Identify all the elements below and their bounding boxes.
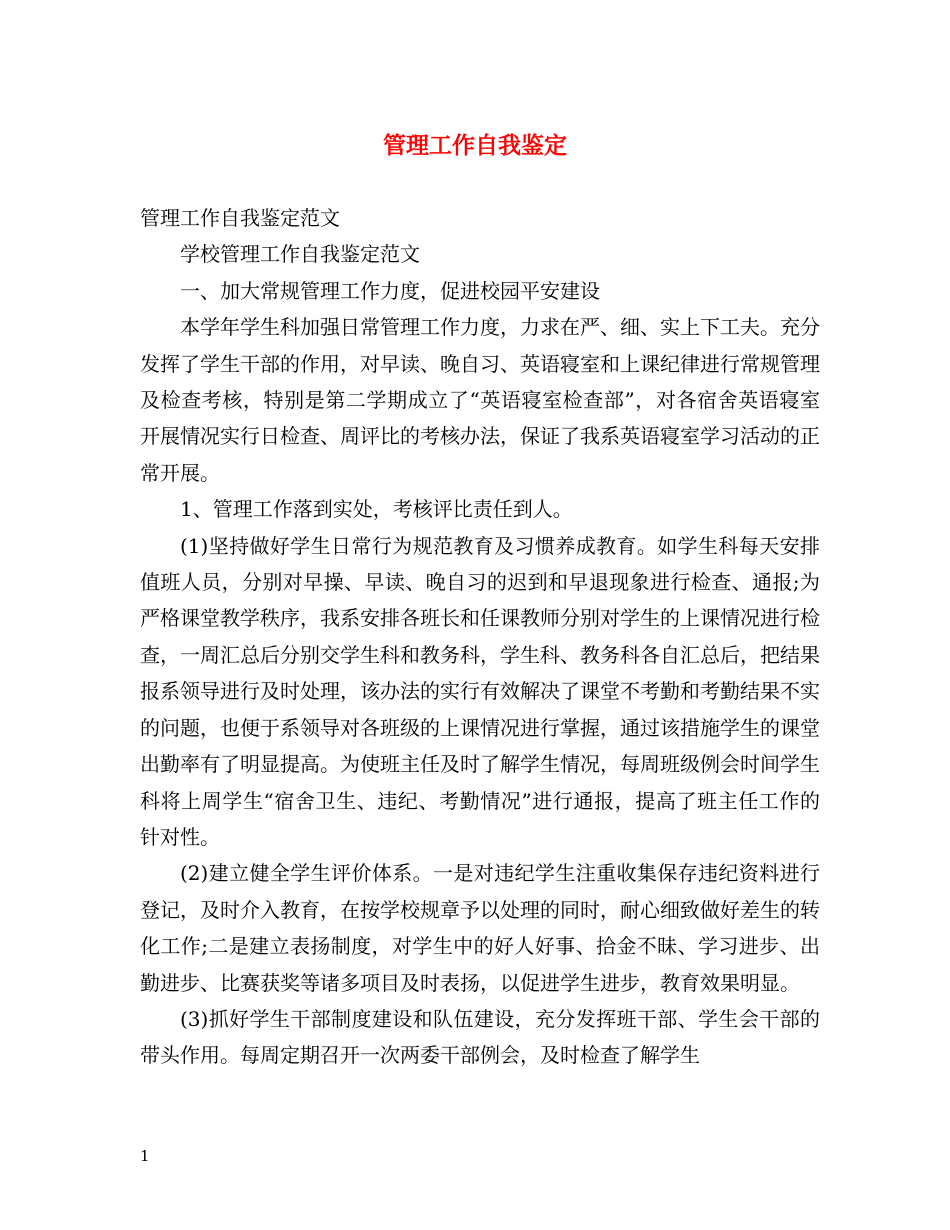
body-paragraph: (1)坚持做好学生日常行为规范教育及习惯养成教育。如学生科每天安排值班人员，分别对早操、早读、晚自习的迟到和早退现象进行检查、通报;为严格课堂教学秩序，我系安排各班长和任课教师分别对学生的上课情况进行检查，一周汇总后分别交学生科和教务科，学生科、教务科各自汇总后，把结果报系领导进行及时处理，该办法的实行有效解决了课堂不考勤和考勤结果不实的问题，也便于系领导对各班级的上课情况进行掌握，通过该措施学生的课堂出勤率有了明显提高。为使班主任及时了解学生情况，每周班级例会时间学生科将上周学生“宿舍卫生、违纪、考勤情况”进行通报，提高了班主任工作的针对性。 <box>140 533 820 849</box>
body-paragraph: 本学年学生科加强日常管理工作力度，力求在严、细、实上下工夫。充分发挥了学生干部的作用，对早读、晚自习、英语寝室和上课纪律进行常规管理及检查考核，特别是第二学期成立了“英语寝室检查部”，对各宿舍英语寝室开展情况实行日检查、周评比的考核办法，保证了我系英语寝室学习活动的正常开展。 <box>140 315 820 485</box>
document-title: 管理工作自我鉴定 <box>383 132 567 159</box>
body-paragraph: (3)抓好学生干部制度建设和队伍建设，充分发挥班干部、学生会干部的带头作用。每周定期召开一次两委干部例会，及时检查了解学生 <box>140 1006 820 1068</box>
subpoint-heading-paragraph: 1、管理工作落到实处，考核评比责任到人。 <box>180 497 573 522</box>
body-paragraph: (2)建立健全学生评价体系。一是对违纪学生注重收集保存违纪资料进行登记，及时介入教育，在按学校规章予以处理的同时，耐心细致做好差生的转化工作;二是建立表扬制度，对学生中的好人好事、拾金不昧、学习进步、出勤进步、比赛获奖等诸多项目及时表扬，以促进学生进步，教育效果明显。 <box>140 861 820 995</box>
document-body <box>140 200 820 1074</box>
subtitle-paragraph: 管理工作自我鉴定范文 <box>140 206 340 230</box>
section-heading-paragraph: 学校管理工作自我鉴定范文 <box>180 242 420 267</box>
page-number: 1 <box>140 1147 150 1165</box>
point-heading-paragraph: 一、加大常规管理工作力度，促进校园平安建设 <box>180 278 600 303</box>
